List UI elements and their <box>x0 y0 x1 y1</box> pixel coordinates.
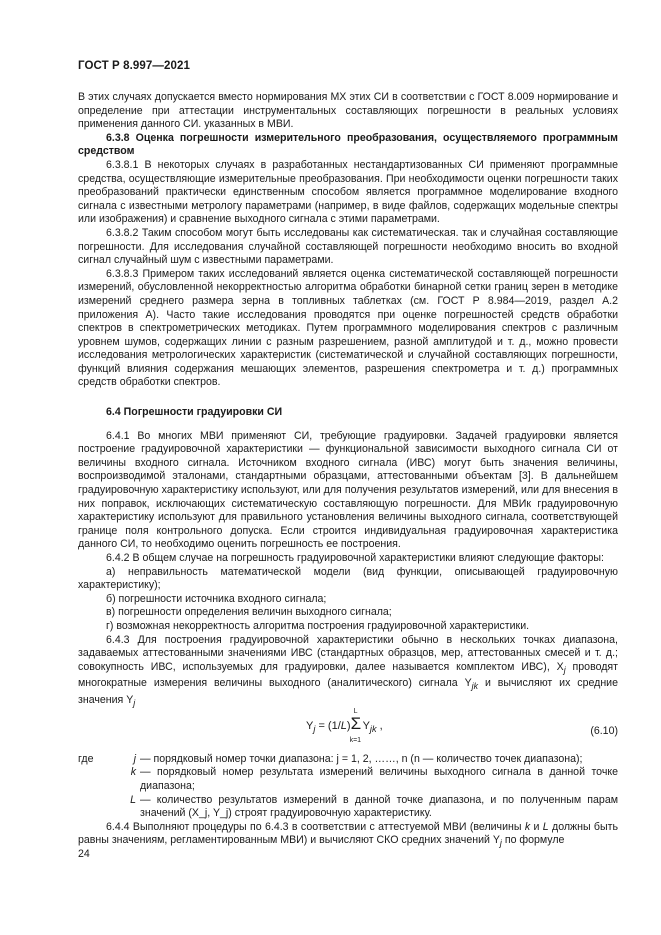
section-heading-6-3-8: 6.3.8 Оценка погрешности измерительного преобразования, осуществляемого программным средством <box>78 131 618 158</box>
definition-row: k — порядковый номер результата измерений величины выходного сигнала в данной точке диапазона; <box>130 766 618 793</box>
definition-row: j — порядковый номер точки диапазона: j = 1, 2, ……, n (n — количество точек диапазона); <box>133 752 583 765</box>
document-header: ГОСТ Р 8.997—2021 <box>78 60 190 72</box>
definition-row: L — количество результатов измерений в данной точке диапазона, и по полученным парам значений (X_j, Y_j) строят градуировочную характеристику. <box>130 793 618 820</box>
section-heading-6-4: 6.4 Погрешности градуировки СИ <box>106 406 283 419</box>
paragraph-6-4-2: 6.4.2 В общем случае на погрешность градуировочной характеристики влияют следующие факторы: <box>106 552 604 564</box>
page-number: 24 <box>78 848 90 860</box>
paragraph-6-3-8-2: 6.3.8.2 Таким способом могут быть исследованы как систематическая. так и случайная составляющие погрешности. Для исследования случайной составляющей погрешности необходимо вносить во входной сигнал случайный шум с известными параметрами. <box>78 226 618 267</box>
list-item: г) возможная некорректность алгоритма построения градуировочной характеристики. <box>106 619 530 632</box>
formula-expression: $Y_j = (1/L)\Sigma$ L k=1 $Y_{jk}$ , <box>306 707 383 744</box>
paragraph-6-4-1: 6.4.1 Во многих МВИ применяют СИ, требующие градуировки. Задачей градуировки является построение градуировочной характеристики — функциональной зависимости выходного сигнала СИ от величины входного сигнала. Источником входного сигнала (ИВС) могут быть значения величины, воспроизводимой эталонами, стандартными образцами, аттестованными объектам [3]. В дальнейшем градуировочную характеристику используют, или для получения результатов измерений, или для внесения в них поправок, исключающих систематическую составляющую погрешности. Для МВИк градуировочную характеристику используют для правильного установления величины выходного сигнала, соответствующей границе поля контрольного допуска. Если строится индивидуальная градуировочная характеристика данного СИ, то необходимо оценить погрешность ее построения. <box>78 429 618 551</box>
paragraph-6-4-3: 6.4.3 Для построения градуировочной характеристики обычно в нескольких точках диапазона, задаваемых аттестованными значениями ИВС (стандартных образцов, мер, аттестованных смесей и т. д.; совокупность ИВС, используемых для градуировки, далее называется комплектом ИВС), $X_j$ проводят многократные измерения величины выходного (аналитического) сигнала $Y_{jk}$ и вычисляют их средние значения $Y_j$ <box>78 633 619 709</box>
sum-symbol: Σ L k=1 <box>349 707 362 744</box>
where-label: где <box>78 752 94 765</box>
paragraph-6-3-8-1: 6.3.8.1 В некоторых случаях в разработанных нестандартизованных СИ применяют программные средства, осуществляющие измерительные преобразования. При необходимости оценки погрешности таких преобразований практически единственным способом является программное моделирование входного сигнала с известными метрологу параметрами (например, в виде файлов, содержащих модельные спектры или изображения) и сравнение выходного сигнала с этими параметрами. <box>78 158 618 226</box>
paragraph-6-4-4: 6.4.4 Выполняют процедуры по 6.4.3 в соответствии с аттестуемой МВИ (величины k и L должны быть равны значениям, регламентированным МВИ) и вычисляют СКО средних значений $Y_j$ по формуле <box>78 820 618 849</box>
formula-6-10 <box>78 707 618 753</box>
formula-number: (6.10) <box>590 724 618 737</box>
where-block <box>78 753 618 821</box>
list-item: б) погрешности источника входного сигнала; <box>106 592 327 605</box>
list-item: а) неправильность математической модели (вид функции, описывающей градуировочную характеристику); <box>78 565 618 592</box>
document-body <box>78 91 618 851</box>
paragraph-intro: В этих случаях допускается вместо нормирования МХ этих СИ в соответствии с ГОСТ 8.009 нормирование и определение при аттестации инструментальных составляющих погрешности в реальных условиях применения данного СИ. указанных в МВИ. <box>78 91 618 131</box>
list-item: в) погрешности определения величин выходного сигнала; <box>106 606 392 619</box>
paragraph-6-3-8-3: 6.3.8.3 Примером таких исследований является оценка систематической составляющей погрешности измерений, обусловленной некорректностью алгоритма обработки бинарной сетки границ зерен в методике измерений среднего размера зерна в топливных таблетках (см. ГОСТ Р 8.984—2019, раздел А.2 приложения А). Часто такие исследования проводятся при оценке погрешностей средств обработки спектров в спектрометрических методиках. Путем программного моделирования спектров с различным уровнем шумов, содержащих линии с разным разрешением, разной амплитудой и т. д., можно провести исследования метрологических характеристик (систематической и случайной составляющих погрешности, функций влияния содержания мешающих элементов, разрешения спектрометра и т. д.) программных средств обработки спектров. <box>78 267 618 389</box>
